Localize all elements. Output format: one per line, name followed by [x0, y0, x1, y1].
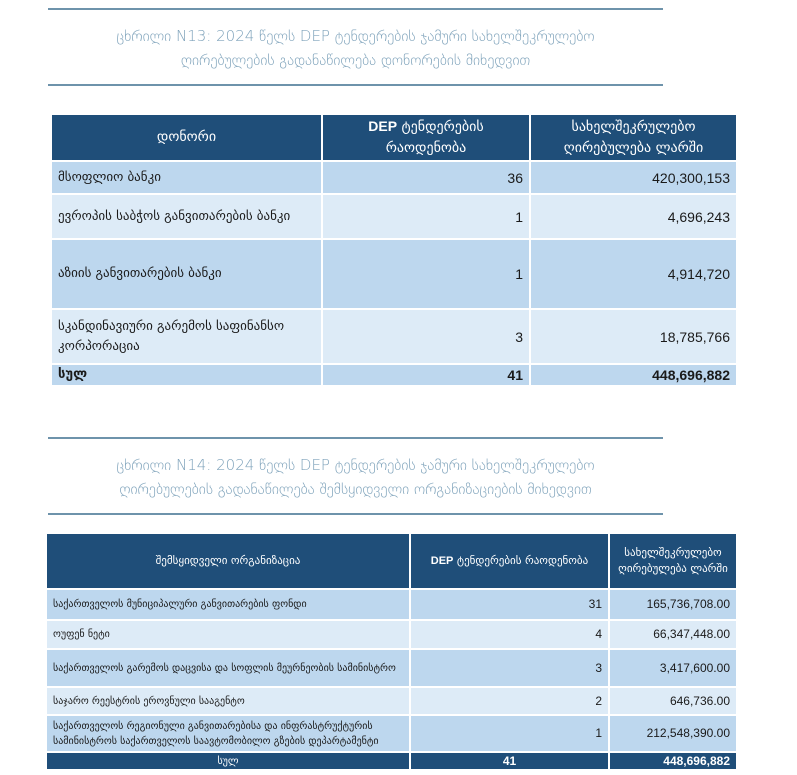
cell-count: 1	[410, 715, 609, 752]
cell-count: 36	[322, 161, 530, 194]
table-row	[51, 309, 737, 364]
header-value: სახელშეკრულებო ღირებულება ლარში	[530, 114, 737, 161]
table-row	[46, 687, 737, 715]
cell-count: 3	[322, 309, 530, 364]
caption-14-line-1: ცხრილი N14: 2024 წელს DEP ტენდერების ჯამური სახელშეკრულებო	[116, 456, 595, 474]
caption-13-bottom-rule	[48, 84, 663, 86]
cell-value: 4,914,720	[530, 239, 737, 309]
table-row	[51, 161, 737, 194]
cell-count: 31	[410, 589, 609, 620]
total-value: 448,696,882	[609, 752, 737, 770]
cell-value: 212,548,390.00	[609, 715, 737, 752]
table-row	[51, 194, 737, 239]
header-count	[410, 533, 609, 589]
header-count-prefix: DEP	[430, 555, 454, 567]
cell-name: ოუფენ ნეტი	[46, 620, 410, 649]
caption-14-bottom-rule	[48, 513, 663, 515]
header-count-prefix: DEP	[368, 118, 398, 134]
caption-13-line-2: ღირებულების გადანაწილება დონორების მიხედვით	[180, 51, 531, 69]
total-label: სულ	[51, 364, 322, 386]
cell-name: საქართველოს რეგიონული განვითარებისა და ინფრასტრუქტურის სამინისტროს საქართველოს საავტომობილო გზების დეპარტამენტი	[46, 715, 410, 752]
caption-14-line-2: ღირებულების გადანაწილება შემსყიდველი ორგანიზაციების მიხედვით	[119, 480, 592, 498]
header-donor: დონორი	[51, 114, 322, 161]
cell-count: 1	[322, 194, 530, 239]
total-label: სულ	[46, 752, 410, 770]
table-14-caption	[48, 453, 663, 501]
cell-value: 3,417,600.00	[609, 649, 737, 687]
cell-value: 18,785,766	[530, 309, 737, 364]
cell-value: 66,347,448.00	[609, 620, 737, 649]
header-org: შემსყიდველი ორგანიზაცია	[46, 533, 410, 589]
caption-14-top-rule	[48, 437, 663, 439]
cell-name: საქართველოს გარემოს დაცვისა და სოფლის მეურნეობის სამინისტრო	[46, 649, 410, 687]
table-14-organizations	[45, 532, 738, 771]
table-row	[46, 715, 737, 752]
header-count-rest: ტენდერების რაოდენობა	[453, 554, 589, 567]
cell-count: 1	[322, 239, 530, 309]
cell-count: 4	[410, 620, 609, 649]
caption-13-top-rule	[48, 8, 663, 10]
table-total-row	[46, 752, 737, 770]
table-row	[46, 649, 737, 687]
header-count	[322, 114, 530, 161]
cell-name: სკანდინავიური გარემოს საფინანსო კორპორაცია	[51, 309, 322, 364]
cell-name: მსოფლიო ბანკი	[51, 161, 322, 194]
cell-value: 420,300,153	[530, 161, 737, 194]
cell-value: 4,696,243	[530, 194, 737, 239]
table-row	[46, 589, 737, 620]
cell-name: აზიის განვითარების ბანკი	[51, 239, 322, 309]
cell-name: ევროპის საბჭოს განვითარების ბანკი	[51, 194, 322, 239]
table-header-row	[46, 533, 737, 589]
total-count: 41	[322, 364, 530, 386]
table-header-row	[51, 114, 737, 161]
total-value: 448,696,882	[530, 364, 737, 386]
cell-value: 165,736,708.00	[609, 589, 737, 620]
cell-value: 646,736.00	[609, 687, 737, 715]
table-row	[46, 620, 737, 649]
header-count-rest: ტენდერების რაოდენობა	[385, 119, 484, 156]
header-value: სახელშეკრულებო ღირებულება ლარში	[609, 533, 737, 589]
total-count: 41	[410, 752, 609, 770]
cell-count: 3	[410, 649, 609, 687]
table-13-caption	[48, 24, 663, 72]
cell-name: საჯარო რეესტრის ეროვნული სააგენტო	[46, 687, 410, 715]
table-13-donors	[50, 113, 738, 387]
caption-13-line-1: ცხრილი N13: 2024 წელს DEP ტენდერების ჯამური სახელშეკრულებო	[116, 27, 595, 45]
table-row	[51, 239, 737, 309]
cell-name: საქართველოს მუნიციპალური განვითარების ფონდი	[46, 589, 410, 620]
cell-count: 2	[410, 687, 609, 715]
table-total-row	[51, 364, 737, 386]
